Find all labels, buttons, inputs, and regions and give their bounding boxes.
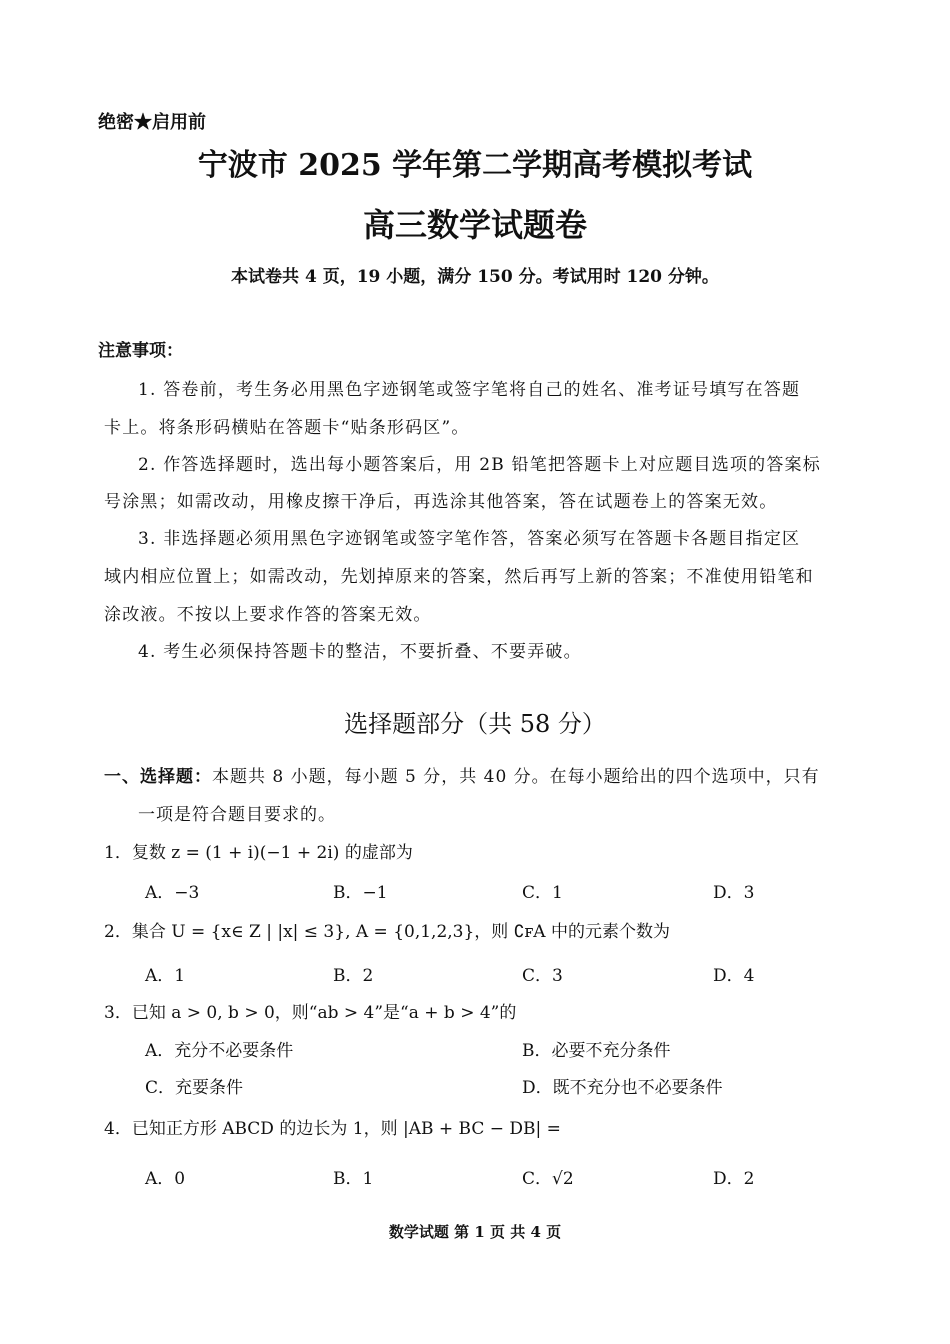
q1-option-a: A．−3 [145,883,200,903]
note-line: 1. 答卷前，考生务必用黑色字迹钢笔或签字笔将自己的姓名、准考证号填写在答题 [138,380,801,400]
note-line: 2. 作答选择题时，选出每小题答案后，用 2B 铅笔把答题卡上对应题目选项的答案标 [138,455,821,475]
paper-title: 高三数学试题卷 [362,206,587,244]
part-label: 一、选择题： [104,767,212,787]
question-2-stem: 2．集合 U = {x∈ Z | |x| ≤ 3}, A = {0,1,2,3}，则 ∁ꜰA 中的元素个数为 [104,922,670,942]
confidential-label: 绝密★启用前 [98,112,206,133]
q2-option-c: C．3 [522,966,563,986]
q1-option-d: D．3 [713,883,755,903]
q3-option-d: D．既不充分也不必要条件 [522,1078,723,1098]
q3-option-b: B．必要不充分条件 [522,1041,671,1061]
exam-info: 本试卷共 4 页，19 小题，满分 150 分。考试用时 120 分钟。 [231,267,719,287]
q2-option-a: A．1 [145,966,186,986]
part-text: 本题共 8 小题，每小题 5 分，共 40 分。在每小题给出的四个选项中，只有 [212,767,820,787]
question-1-stem: 1．复数 z = (1 + i)(−1 + 2i) 的虚部为 [104,843,413,863]
q2-option-b: B．2 [333,966,374,986]
note-line: 卡上。将条形码横贴在答题卡“贴条形码区”。 [104,418,470,438]
section-title: 选择题部分（共 58 分） [344,710,606,738]
note-line: 3. 非选择题必须用黑色字迹钢笔或签字笔作答，答案必须写在答题卡各题目指定区 [138,529,801,549]
notes-heading: 注意事项： [98,341,183,361]
q3-option-c: C．充要条件 [145,1078,244,1098]
note-line: 域内相应位置上；如需改动，先划掉原来的答案，然后再写上新的答案；不准使用铅笔和 [104,567,814,587]
question-3-stem: 3．已知 a > 0, b > 0，则“ab > 4”是“a + b > 4”的 [104,1003,517,1023]
page-footer: 数学试题 第 1 页 共 4 页 [388,1223,562,1241]
note-line: 号涂黑；如需改动，用橡皮擦干净后，再选涂其他答案，答在试题卷上的答案无效。 [104,492,778,512]
question-4-stem: 4．已知正方形 ABCD 的边长为 1，则 |AB + BC − DB| = [104,1119,561,1139]
part-text-cont: 一项是符合题目要求的。 [138,805,336,825]
q4-option-d: D．2 [713,1169,755,1189]
q2-option-d: D．4 [713,966,755,986]
q1-option-c: C．1 [522,883,563,903]
note-line: 涂改液。不按以上要求作答的答案无效。 [104,605,432,625]
exam-title: 宁波市 2025 学年第二学期高考模拟考试 [197,148,753,183]
q4-option-a: A．0 [145,1169,186,1189]
q3-option-a: A．充分不必要条件 [145,1041,294,1061]
part-instructions [104,762,820,787]
note-line: 4. 考生必须保持答题卡的整洁，不要折叠、不要弄破。 [138,642,582,662]
q4-option-b: B．1 [333,1169,374,1189]
q4-option-c: C．√2 [522,1169,574,1189]
q1-option-b: B．−1 [333,883,388,903]
